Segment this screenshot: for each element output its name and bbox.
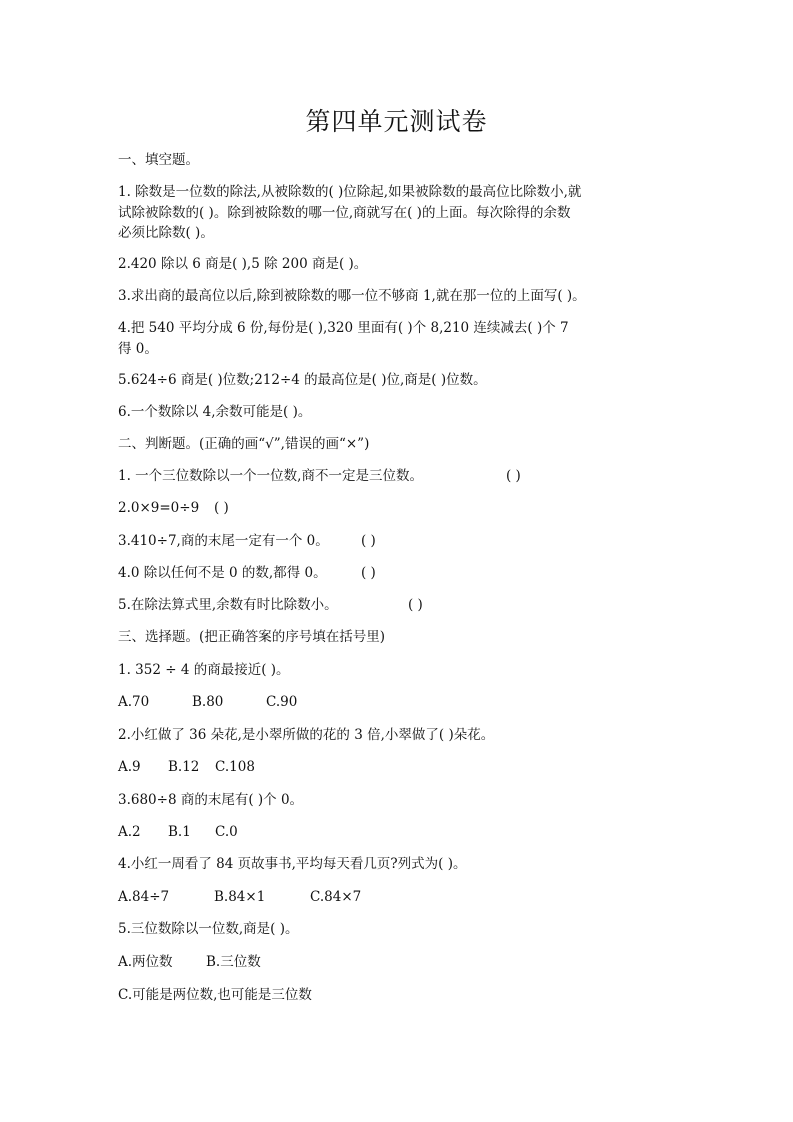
question-5: 5.624÷6 商是( )位数;212÷4 的最高位是( )位,商是( )位数。 [118, 372, 487, 388]
judge-answer-blank: ( ) [408, 597, 423, 613]
option-c: C.84×7 [310, 889, 362, 905]
question-4-line-2: 得 0。 [118, 341, 158, 357]
option-a: A.2 [118, 824, 141, 840]
option-b: B.84×1 [214, 889, 266, 905]
option-c: C.90 [266, 694, 298, 710]
judge-item-2 [118, 497, 678, 519]
page-title: 第四单元测试卷 [305, 107, 488, 136]
choice-options-5 [118, 951, 678, 973]
question-1-line-1: 1. 除数是一位数的除法,从被除数的( )位除起,如果被除数的最高位比除数小,就 [118, 184, 582, 200]
choice-options-3 [118, 821, 678, 843]
option-a: A.70 [118, 694, 150, 710]
judge-item-3 [118, 530, 678, 552]
judge-answer-blank: ( ) [361, 565, 376, 581]
option-b: B.三位数 [206, 954, 261, 970]
section-heading-fill-blank: 一、填空题。 [118, 152, 199, 168]
option-b: B.80 [192, 694, 224, 710]
question-6: 6.一个数除以 4,余数可能是( )。 [118, 404, 312, 420]
judge-item-1 [118, 465, 678, 487]
choice-question-5: 5.三位数除以一位数,商是( )。 [118, 921, 299, 937]
judge-answer-blank: ( ) [214, 500, 229, 516]
judge-item-text: 2.0×9=0÷9 [118, 500, 200, 516]
choice-options-1 [118, 691, 678, 713]
question-2: 2.420 除以 6 商是( ),5 除 200 商是( )。 [118, 256, 368, 272]
choice-question-4: 4.小红一周看了 84 页故事书,平均每天看几页?列式为( )。 [118, 856, 467, 872]
choice-question-2: 2.小红做了 36 朵花,是小翠所做的花的 3 倍,小翠做了( )朵花。 [118, 727, 495, 743]
question-3: 3.求出商的最高位以后,除到被除数的哪一位不够商 1,就在那一位的上面写( )。 [118, 288, 586, 304]
option-c: C.0 [215, 824, 238, 840]
choice-options-4 [118, 886, 678, 908]
question-1-line-2: 试除被除数的( )。除到被除数的哪一位,商就写在( )的上面。每次除得的余数 [118, 205, 571, 221]
option-b: B.1 [168, 824, 191, 840]
judge-item-text: 5.在除法算式里,余数有时比除数小。 [118, 597, 338, 613]
option-a: A.两位数 [118, 954, 173, 970]
option-a: A.84÷7 [118, 889, 170, 905]
option-b: B.12 [168, 759, 200, 775]
choice-question-1: 1. 352 ÷ 4 的商最接近( )。 [118, 662, 290, 678]
choice-options-2 [118, 756, 678, 778]
section-heading-multiple-choice: 三、选择题。(把正确答案的序号填在括号里) [118, 629, 386, 645]
judge-item-text: 3.410÷7,商的末尾一定有一个 0。 [118, 533, 329, 549]
question-4-line-1: 4.把 540 平均分成 6 份,每份是( ),320 里面有( )个 8,210 连续减去( )个 7 [118, 320, 569, 336]
judge-item-4 [118, 562, 678, 584]
option-c: C.108 [215, 759, 255, 775]
option-a: A.9 [118, 759, 141, 775]
judge-item-5 [118, 594, 678, 616]
judge-answer-blank: ( ) [361, 533, 376, 549]
judge-answer-blank: ( ) [506, 468, 521, 484]
section-heading-true-false: 二、判断题。(正确的画“√”,错误的画“×”) [118, 436, 370, 452]
judge-item-text: 4.0 除以任何不是 0 的数,都得 0。 [118, 565, 327, 581]
option-c: C.可能是两位数,也可能是三位数 [118, 987, 312, 1003]
question-1-line-3: 必须比除数( )。 [118, 225, 214, 241]
judge-item-text: 1. 一个三位数除以一个一位数,商不一定是三位数。 [118, 468, 423, 484]
choice-question-3: 3.680÷8 商的末尾有( )个 0。 [118, 792, 304, 808]
